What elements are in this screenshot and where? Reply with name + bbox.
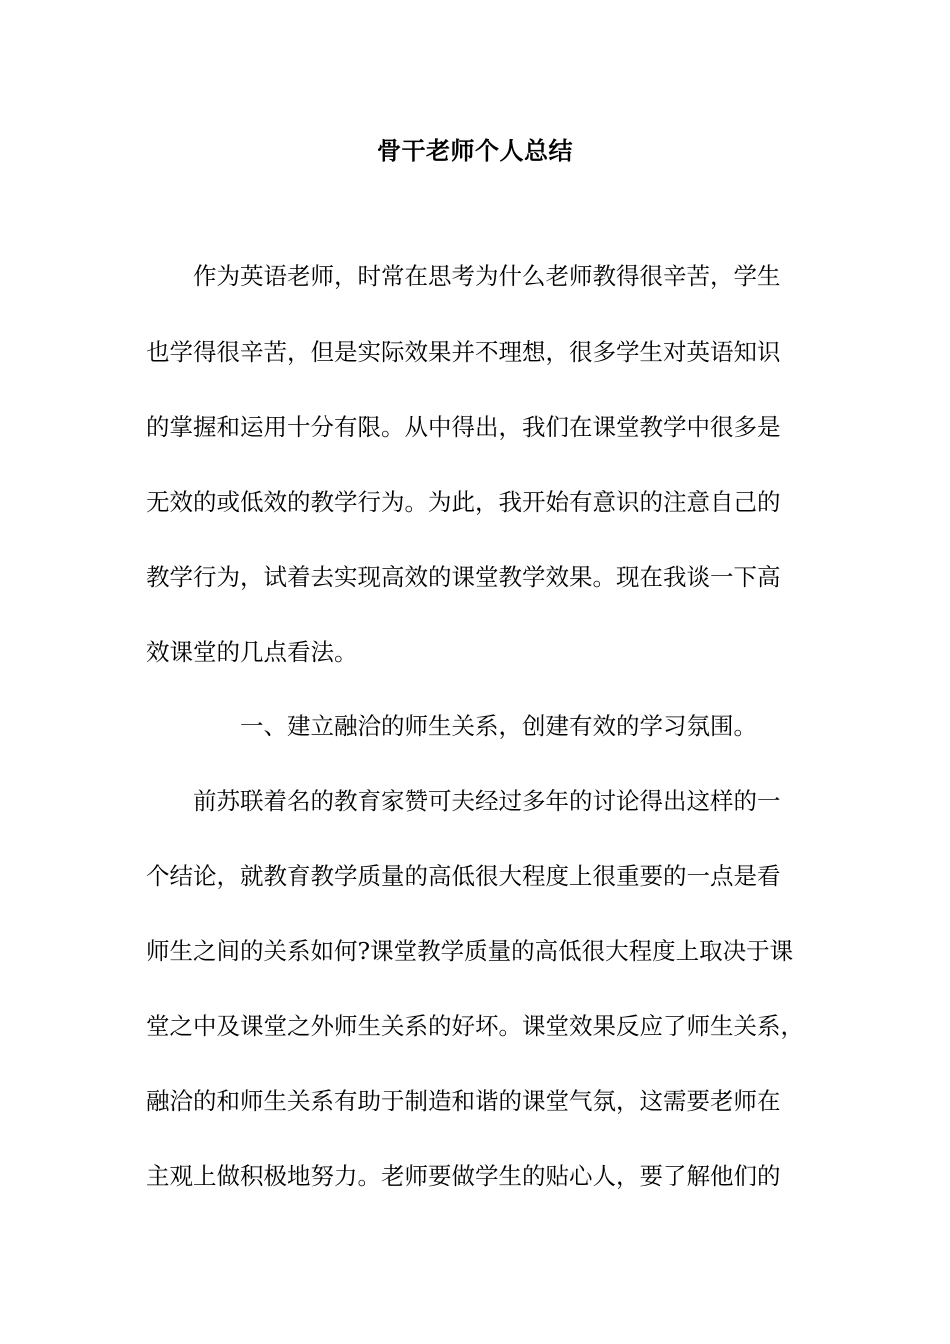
paragraph-1-line-4: 无效的或低效的教学行为。为此，我开始有意识的注意自己的 xyxy=(146,488,781,516)
paragraph-2-line-2: 个结论，就教育教学质量的高低很大程度上很重要的一点是看 xyxy=(146,862,781,890)
paragraph-1-line-3: 的掌握和运用十分有限。从中得出，我们在课堂教学中很多是 xyxy=(146,413,781,441)
paragraph-1-line-2: 也学得很辛苦，但是实际效果并不理想，很多学生对英语知识 xyxy=(146,338,781,366)
paragraph-2-line-5: 融洽的和师生关系有助于制造和谐的课堂气氛，这需要老师在 xyxy=(146,1087,781,1115)
paragraph-2-line-6: 主观上做积极地努力。老师要做学生的贴心人，要了解他们的 xyxy=(146,1162,781,1190)
paragraph-2-line-3: 师生之间的关系如何?课堂教学质量的高低很大程度上取决于课 xyxy=(146,937,794,965)
document-title: 骨干老师个人总结 xyxy=(377,136,573,165)
paragraph-2-line-1: 前苏联着名的教育家赞可夫经过多年的讨论得出这样的一 xyxy=(193,787,781,815)
paragraph-2-line-4: 堂之中及课堂之外师生关系的好坏。课堂效果反应了师生关系， xyxy=(146,1012,804,1040)
paragraph-1-line-1: 作为英语老师，时常在思考为什么老师教得很辛苦，学生 xyxy=(193,262,781,290)
section-heading-1: 一、建立融洽的师生关系，创建有效的学习氛围。 xyxy=(240,712,757,740)
paragraph-1-line-6: 效课堂的几点看法。 xyxy=(146,638,358,666)
paragraph-1-line-5: 教学行为，试着去实现高效的课堂教学效果。现在我谈一下高 xyxy=(146,563,781,591)
